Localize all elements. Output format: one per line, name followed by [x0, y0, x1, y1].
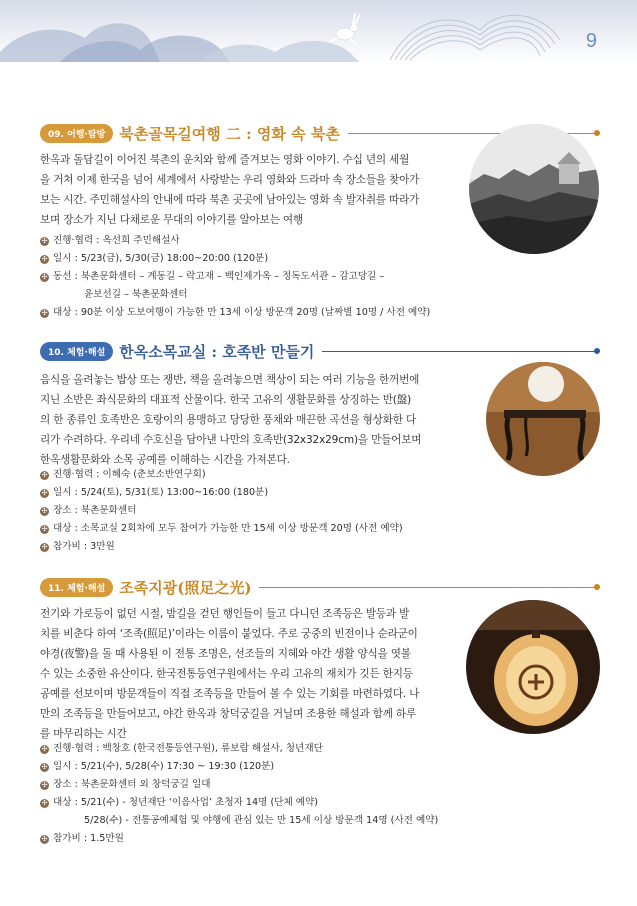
section-description — [40, 604, 452, 744]
category-badge: 10. 체험·해설 — [40, 342, 113, 361]
bullet-icon: ✣ — [41, 308, 48, 317]
section-description — [40, 150, 452, 230]
description-line: 을 거쳐 이제 한국을 넘어 세계에서 사랑받는 우리 영화와 드라마 속 장소들을 찾아가 — [40, 174, 420, 186]
detail-item: ✣ 참가비 : 1.5만원 — [41, 833, 124, 844]
bullet-icon: ✣ — [41, 780, 48, 789]
detail-item: ✣ 진행·협력 : 이혜숙 (춘보소반연구회) — [41, 469, 206, 480]
page-header — [0, 0, 637, 70]
detail-item: ✣ 일시 : 5/24(토), 5/31(토) 13:00~16:00 (180분) — [41, 487, 269, 498]
detail-list — [40, 232, 430, 322]
tiger-leg-tray-photo — [486, 362, 600, 476]
bullet-icon: ✣ — [41, 834, 48, 843]
description-line: 보는 시간. 주민해설사의 안내에 따라 북촌 곳곳에 남아있는 영화 속 발자취를 따라가 — [40, 194, 420, 206]
bullet-icon: ✣ — [41, 272, 48, 281]
village-rooftops-photo — [469, 124, 599, 254]
detail-list — [40, 466, 403, 556]
bullet-icon: ✣ — [41, 506, 48, 515]
detail-item: ✣ 참가비 : 3만원 — [41, 541, 115, 552]
heading-rule — [322, 351, 600, 352]
description-line: 한옥과 돌담길이 이어진 북촌의 운치와 함께 즐겨보는 영화 이야기. 수십 년의 세월 — [40, 154, 410, 166]
bullet-icon: ✣ — [41, 798, 48, 807]
description-line: 치를 비춘다 하여 ‘조족(照足)’이라는 이름이 붙었다. 주로 궁중의 빈전이나 순라군이 — [40, 628, 418, 640]
description-line: 보며 장소가 지닌 다채로운 무대의 이야기를 알아보는 여행 — [40, 214, 303, 226]
detail-list — [40, 740, 438, 848]
bullet-icon: ✣ — [41, 254, 48, 263]
tray-illustration — [486, 362, 600, 476]
lantern-illustration — [466, 600, 600, 734]
bullet-icon: ✣ — [41, 488, 48, 497]
section-description — [40, 370, 452, 470]
program-section-10 — [40, 340, 600, 552]
detail-item: ✣ 장소 : 북촌문화센터 — [41, 505, 137, 516]
description-line: 음식을 올려놓는 밥상 또는 쟁반, 책을 올려놓으면 책상이 되는 여러 기능을 한꺼번에 — [40, 374, 420, 386]
cloud-decoration — [0, 0, 637, 70]
description-line: 지닌 소반은 좌식문화의 대표적 산물이다. 한국 고유의 생활문화를 상징하는 반(盤) — [40, 394, 412, 406]
section-title: 북촌골목길여행 二 : 영화 속 북촌 — [119, 124, 340, 143]
page-number: 9 — [585, 30, 597, 52]
description-line: 만의 조족등을 만들어보고, 야간 한옥과 창덕궁길을 거닐며 조용한 해설과 함께 하루 — [40, 708, 416, 720]
detail-item: ✣ 일시 : 5/21(수), 5/28(수) 17:30 ~ 19:30 (120분) — [41, 761, 275, 772]
detail-item: ✣ 진행·협력 : 옥선희 주민해설사 — [41, 235, 180, 246]
detail-item-continued: 윤보선길 – 북촌문화센터 — [84, 289, 188, 300]
category-badge: 11. 체험·해설 — [40, 578, 113, 597]
description-line: 리가 수려하다. 우리네 수호신을 담아낸 나만의 호족반(32x32x29cm)을 만들어보며 — [40, 434, 422, 446]
bullet-icon: ✣ — [41, 542, 48, 551]
bullet-icon: ✣ — [41, 470, 48, 479]
description-line: 한옥생활문화와 소목 공예를 이해하는 시간을 가져본다. — [40, 454, 290, 466]
heading-rule — [259, 587, 600, 588]
bullet-icon: ✣ — [41, 236, 48, 245]
section-heading — [40, 340, 600, 362]
section-title: 조족지광(照足之光) — [119, 578, 252, 597]
bullet-icon: ✣ — [41, 744, 48, 753]
description-line: 의 한 종류인 호족반은 호랑이의 용맹하고 당당한 풍채와 매끈한 곡선을 형상화한 다 — [40, 414, 416, 426]
category-badge: 09. 어행·탐방 — [40, 124, 113, 143]
description-line: 공예를 선보이며 방문객들이 직접 조족등을 만들어 볼 수 있는 기회를 마련하였다. 나 — [40, 688, 420, 700]
bullet-icon: ✣ — [41, 524, 48, 533]
description-line: 수 있는 소중한 유산이다. 한국전통등연구원에서는 우리 고유의 재치가 깃든 한지등 — [40, 668, 413, 680]
detail-item: ✣ 장소 : 북촌문화센터 외 창덕궁길 일대 — [41, 779, 211, 790]
detail-item: ✣ 대상 : 90분 이상 도보여행이 가능한 만 13세 이상 방문객 20명 (날짜별 10명 / 사전 예약) — [41, 307, 431, 318]
section-heading — [40, 576, 600, 598]
detail-item-continued: 5/28(수) - 전통공예체험 및 야행에 관심 있는 만 15세 이상 방문객 14명 (사전 예약) — [84, 815, 439, 826]
detail-item: ✣ 대상 : 5/21(수) - 청년재단 ‘이음사업’ 초청자 14명 (단체 예약) — [41, 797, 319, 808]
description-line: 야경(夜警)을 돌 때 사용된 이 전통 조명은, 선조들의 지혜와 야간 생활 양식을 엿볼 — [40, 648, 411, 660]
bullet-icon: ✣ — [41, 762, 48, 771]
detail-item: ✣ 대상 : 소목교실 2회차에 모두 참여가 가능한 만 15세 이상 방문객 20명 (사전 예약) — [41, 523, 403, 534]
detail-item: ✣ 진행·협력 : 백창호 (한국전통등연구원), 류보람 해설사, 청년재단 — [41, 743, 323, 754]
paper-lantern-photo — [466, 600, 600, 734]
description-line: 전기와 가로등이 없던 시절, 밤길을 걷던 행인들이 들고 다니던 조족등은 발등과 발 — [40, 608, 410, 620]
description-line: 를 마무리하는 시간 — [40, 728, 127, 740]
detail-item: ✣ 일시 : 5/23(금), 5/30(금) 18:00~20:00 (120분) — [41, 253, 269, 264]
section-title: 한옥소목교실 : 호족반 만들기 — [119, 342, 315, 361]
detail-item: ✣ 동선 : 북촌문화센터 – 계동길 – 락고재 – 백인제가옥 – 정독도서관 – 감고당길 – — [41, 271, 385, 282]
village-illustration — [469, 124, 599, 254]
program-section-11 — [40, 576, 600, 844]
